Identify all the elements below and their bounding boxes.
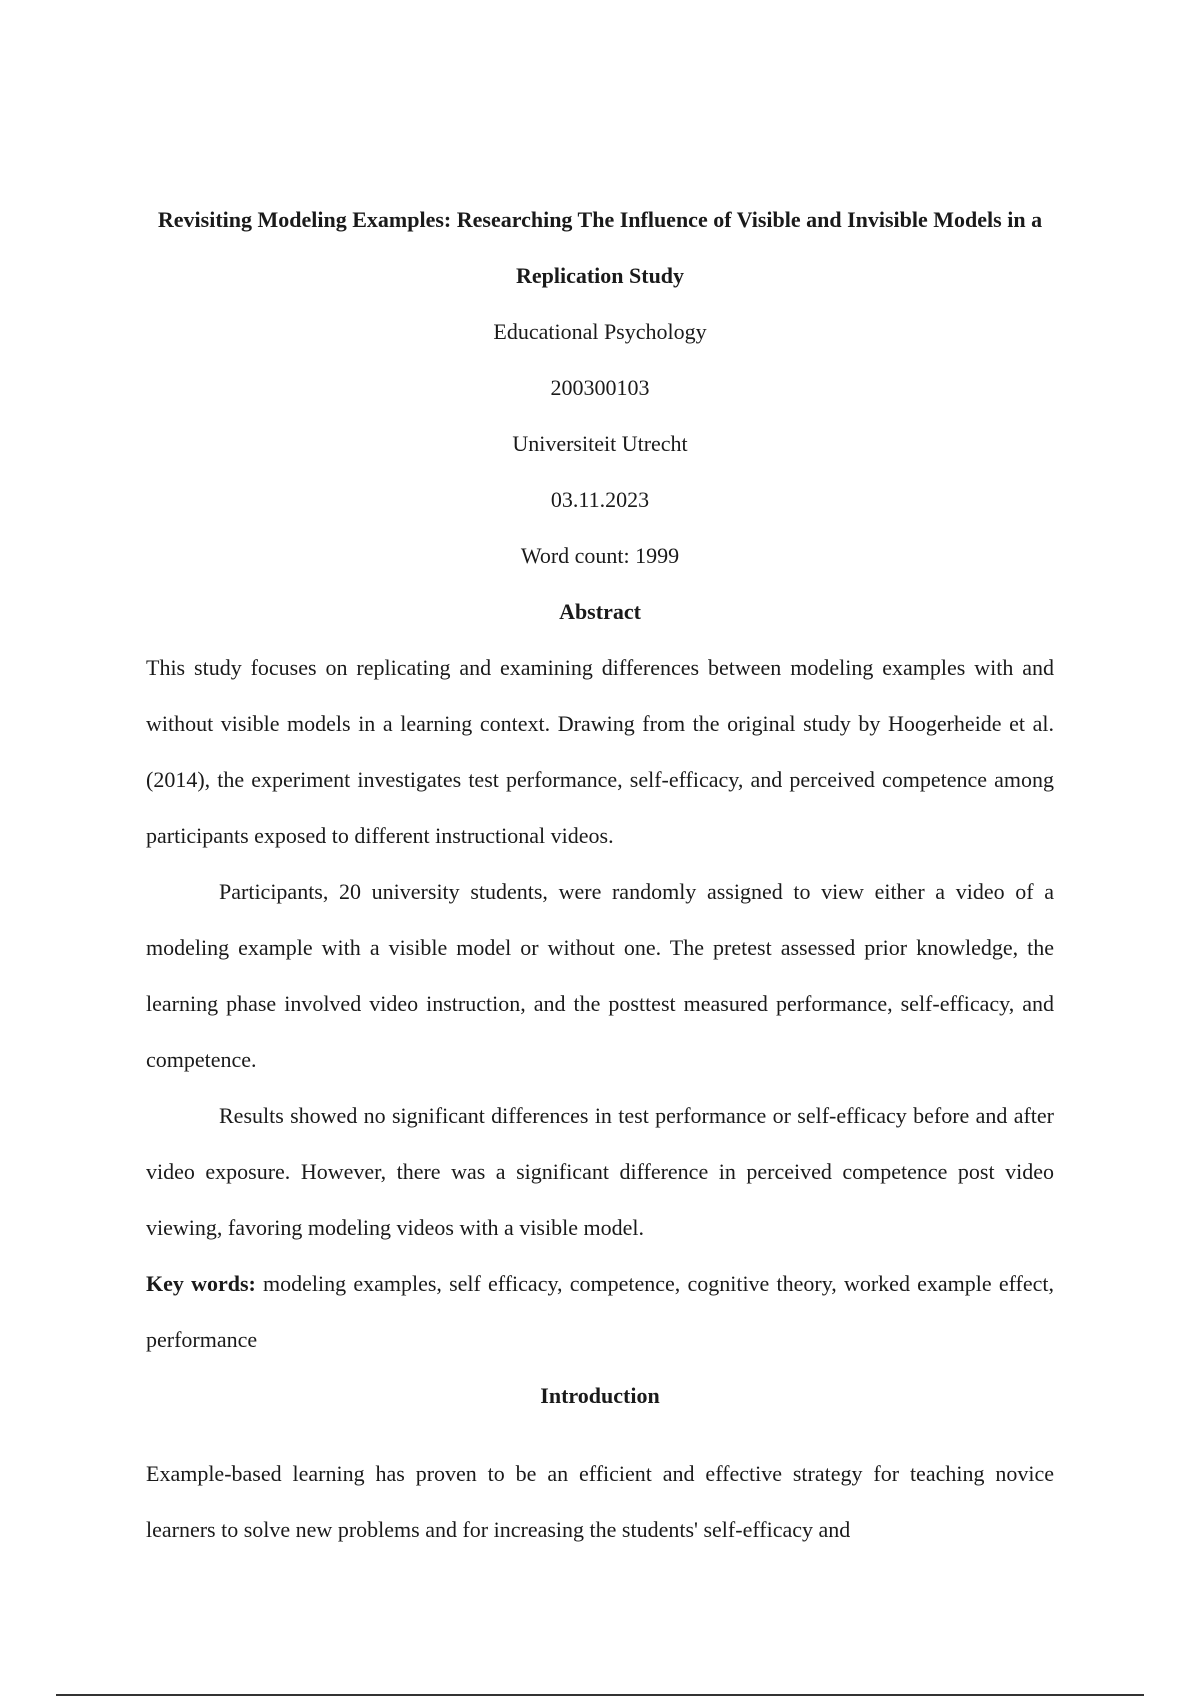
abstract-paragraph-2: Participants, 20 university students, were randomly assigned to view either a video of a modeling example with a visible model or without one. The pretest assessed prior knowledge, the learning phase involved video instruction, and the posttest measured performance, self-efficacy, and competence. [146,879,1054,1072]
keywords-list: modeling examples, self efficacy, competence, cognitive theory, worked example effect, performance [146,1271,1054,1352]
word-count: Word count: 1999 [520,543,680,568]
page-bottom-rule [56,1694,1144,1696]
paper-title: Revisiting Modeling Examples: Researching The Influence of Visible and Invisible Models in a Replication Study [157,207,1043,288]
introduction-paragraph: Example-based learning has proven to be an efficient and effective strategy for teaching novice learners to solve new problems and for increasing the students' self-efficacy and [146,1461,1054,1542]
document-content [146,192,1054,1558]
university-name: Universiteit Utrecht [512,431,688,456]
keywords-line [146,1256,1054,1368]
submission-date: 03.11.2023 [550,487,650,512]
student-number: 200300103 [550,375,650,400]
course-name: Educational Psychology [493,319,707,344]
keywords-label: Key words: [146,1271,256,1296]
abstract-heading: Abstract [559,599,641,624]
abstract-paragraph-1: This study focuses on replicating and examining differences between modeling examples with and without visible models in a learning context. Drawing from the original study by Hoogerheide et al. (2014), the experiment investigates test performance, self-efficacy, and perceived competence among participants exposed to different instructional videos. [146,655,1054,848]
abstract-paragraph-3: Results showed no significant differences in test performance or self-efficacy before and after video exposure. However, there was a significant difference in perceived competence post video viewing, favoring modeling videos with a visible model. [146,1103,1054,1240]
introduction-heading: Introduction [540,1383,660,1408]
